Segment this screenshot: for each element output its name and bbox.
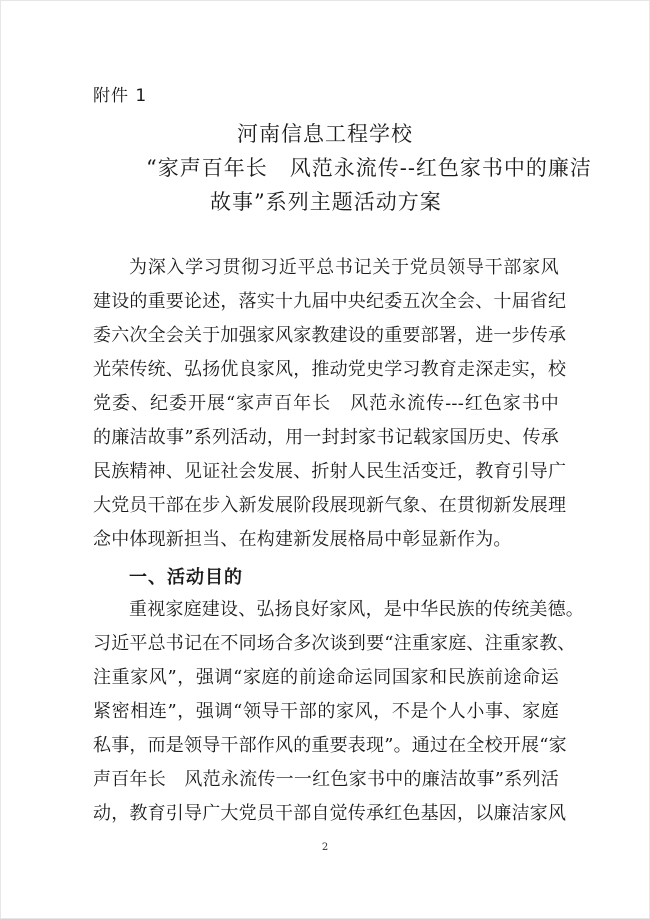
intro-line: 民族精神、见证社会发展、折射人民生活变迁，教育引导广 [93,461,567,482]
section-line: 重视家庭建设、弘扬良好家风，是中华民族的传统美德。 [129,599,584,620]
section-line: 私事，而是领导干部作风的重要表现”。通过在全校开展“家 [93,735,567,756]
intro-line: 为深入学习贯彻习近平总书记关于党员领导干部家风 [129,257,559,278]
intro-line: 建设的重要论述，落实十九届中央纪委五次全会、十届省纪 [93,291,567,312]
document-title-line-1: 河南信息工程学校 [237,122,413,146]
intro-line: 党委、纪委开展“家声百年长 风范永流传---红色家书中 [93,393,559,414]
attachment-label: 附件 1 [93,86,148,106]
intro-line: 念中体现新担当、在构建新发展格局中彰显新作为。 [93,529,512,550]
section-line: 习近平总书记在不同场合多次谈到要“注重家庭、注重家教、 [93,633,576,654]
intro-line: 的廉洁故事”系列活动，用一封封家书记载家国历史、传承 [93,427,559,448]
section-line: 注重家风”，强调“家庭的前途命运同国家和民族前途命运 [93,667,559,688]
section-heading: 一、活动目的 [129,567,243,588]
intro-line: 大党员干部在步入新发展阶段展现新气象、在贯彻新发展理 [93,495,567,516]
section-line: 紧密相连”，强调“领导干部的家风，不是个人小事、家庭 [93,701,559,722]
intro-line: 委六次全会关于加强家风家教建设的重要部署，进一步传承 [93,325,567,346]
document-title-line-3: 故事”系列主题活动方案 [210,190,442,214]
page-number: 2 [321,842,329,853]
section-line: 声百年长 风范永流传一一红色家书中的廉洁故事”系列活 [93,769,559,790]
document-title-line-2: “家声百年长 风范永流传--红色家书中的廉洁 [146,156,592,180]
section-line: 动，教育引导广大党员干部自觉传承红色基因，以廉洁家风 [93,803,567,824]
intro-line: 光荣传统、弘扬优良家风，推动党史学习教育走深走实，校 [93,359,567,380]
